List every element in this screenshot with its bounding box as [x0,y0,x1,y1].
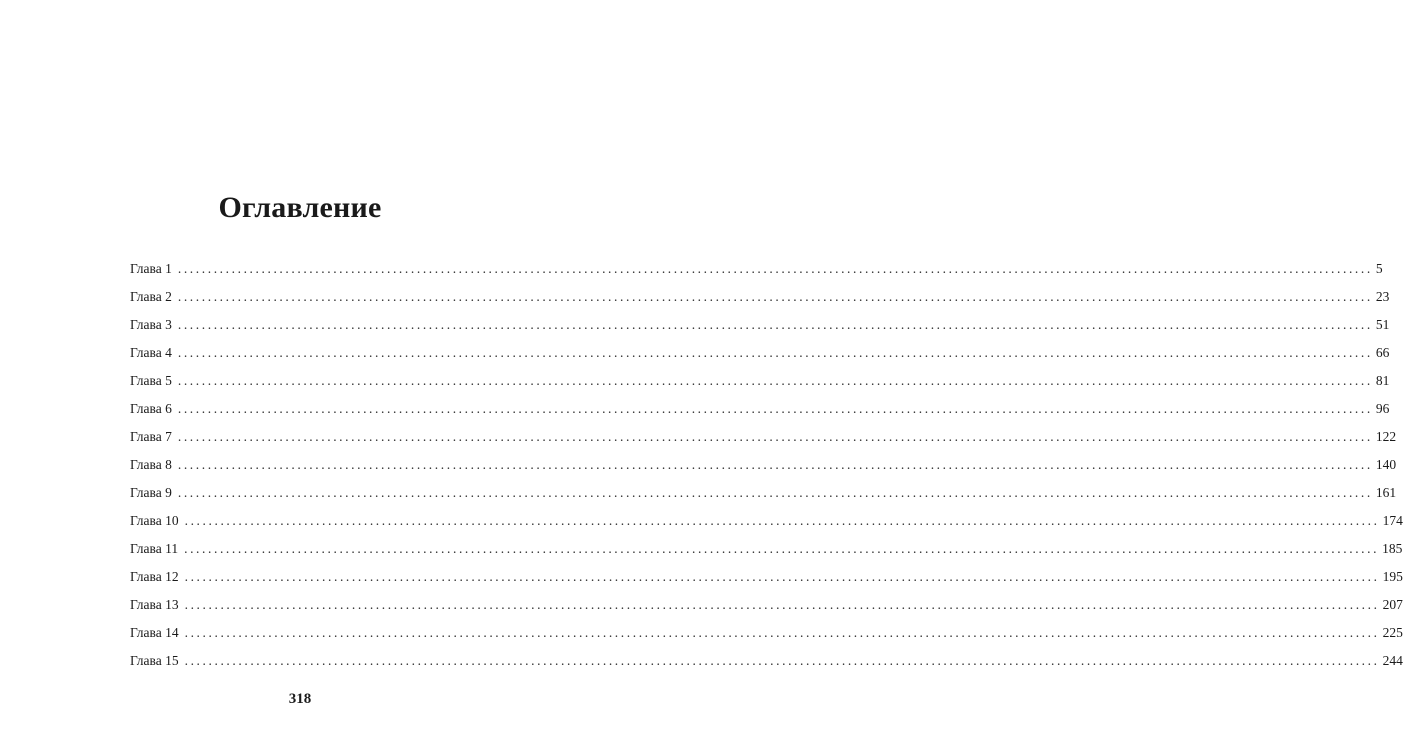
toc-entry-page: 140 [1375,457,1397,472]
toc-entry-label: Глава 9 [130,485,172,500]
toc-entry-11[interactable] [130,535,1403,563]
toc-entry-12[interactable] [130,563,1403,591]
toc-entry-page: 174 [1382,513,1403,528]
page-title: Оглавление [218,191,382,224]
toc-entry-9[interactable] [130,479,1397,507]
toc-entry-page: 161 [1375,485,1397,500]
toc-entry-13[interactable] [130,591,1403,619]
toc-entry-page: 81 [1375,373,1390,388]
toc-entry-page: 195 [1382,569,1403,584]
toc-entry-page: 185 [1382,541,1403,556]
dot-leader: ........................................................................................................................................................................................................ [177,429,1373,444]
toc-entry-5[interactable] [130,367,1390,395]
toc-entry-page: 96 [1375,401,1390,416]
table-of-contents [130,255,1403,675]
toc-entry-page: 225 [1382,625,1403,640]
toc-entry-label: Глава 8 [130,457,172,472]
toc-entry-label: Глава 14 [130,625,179,640]
dot-leader: ........................................................................................................................................................................................................ [184,513,1380,528]
toc-entry-page: 5 [1375,261,1383,276]
dot-leader: ........................................................................................................................................................................................................ [184,653,1380,668]
toc-entry-page: 207 [1382,597,1403,612]
dot-leader: ........................................................................................................................................................................................................ [177,317,1373,332]
dot-leader: ........................................................................................................................................................................................................ [177,289,1373,304]
dot-leader: ........................................................................................................................................................................................................ [177,345,1373,360]
dot-leader: ........................................................................................................................................................................................................ [177,373,1373,388]
toc-entry-1[interactable] [130,255,1383,283]
toc-entry-label: Глава 3 [130,317,172,332]
dot-leader: ........................................................................................................................................................................................................ [184,597,1380,612]
toc-entry-label: Глава 4 [130,345,172,360]
toc-entry-label: Глава 5 [130,373,172,388]
toc-entry-label: Глава 13 [130,597,179,612]
toc-entry-3[interactable] [130,311,1390,339]
toc-entry-page: 122 [1375,429,1397,444]
toc-entry-page: 66 [1375,345,1390,360]
dot-leader: ........................................................................................................................................................................................................ [177,457,1373,472]
toc-entry-10[interactable] [130,507,1403,535]
toc-entry-7[interactable] [130,423,1397,451]
toc-entry-label: Глава 6 [130,401,172,416]
toc-entry-page: 23 [1375,289,1390,304]
toc-entry-page: 51 [1375,317,1390,332]
toc-entry-4[interactable] [130,339,1390,367]
toc-entry-8[interactable] [130,451,1397,479]
toc-entry-2[interactable] [130,283,1390,311]
dot-leader: ........................................................................................................................................................................................................ [184,569,1380,584]
dot-leader: ........................................................................................................................................................................................................ [177,485,1373,500]
toc-entry-label: Глава 11 [130,541,179,556]
toc-entry-14[interactable] [130,619,1403,647]
toc-entry-label: Глава 15 [130,653,179,668]
dot-leader: ........................................................................................................................................................................................................ [177,261,1373,276]
toc-entry-label: Глава 2 [130,289,172,304]
toc-entry-label: Глава 1 [130,261,172,276]
toc-entry-label: Глава 12 [130,569,179,584]
toc-entry-page: 244 [1382,653,1403,668]
dot-leader: ........................................................................................................................................................................................................ [184,541,1380,556]
toc-entry-15[interactable] [130,647,1403,675]
toc-entry-label: Глава 7 [130,429,172,444]
dot-leader: ........................................................................................................................................................................................................ [184,625,1380,640]
toc-entry-label: Глава 10 [130,513,179,528]
toc-entry-6[interactable] [130,395,1390,423]
page-number: 318 [288,691,312,707]
dot-leader: ........................................................................................................................................................................................................ [177,401,1373,416]
